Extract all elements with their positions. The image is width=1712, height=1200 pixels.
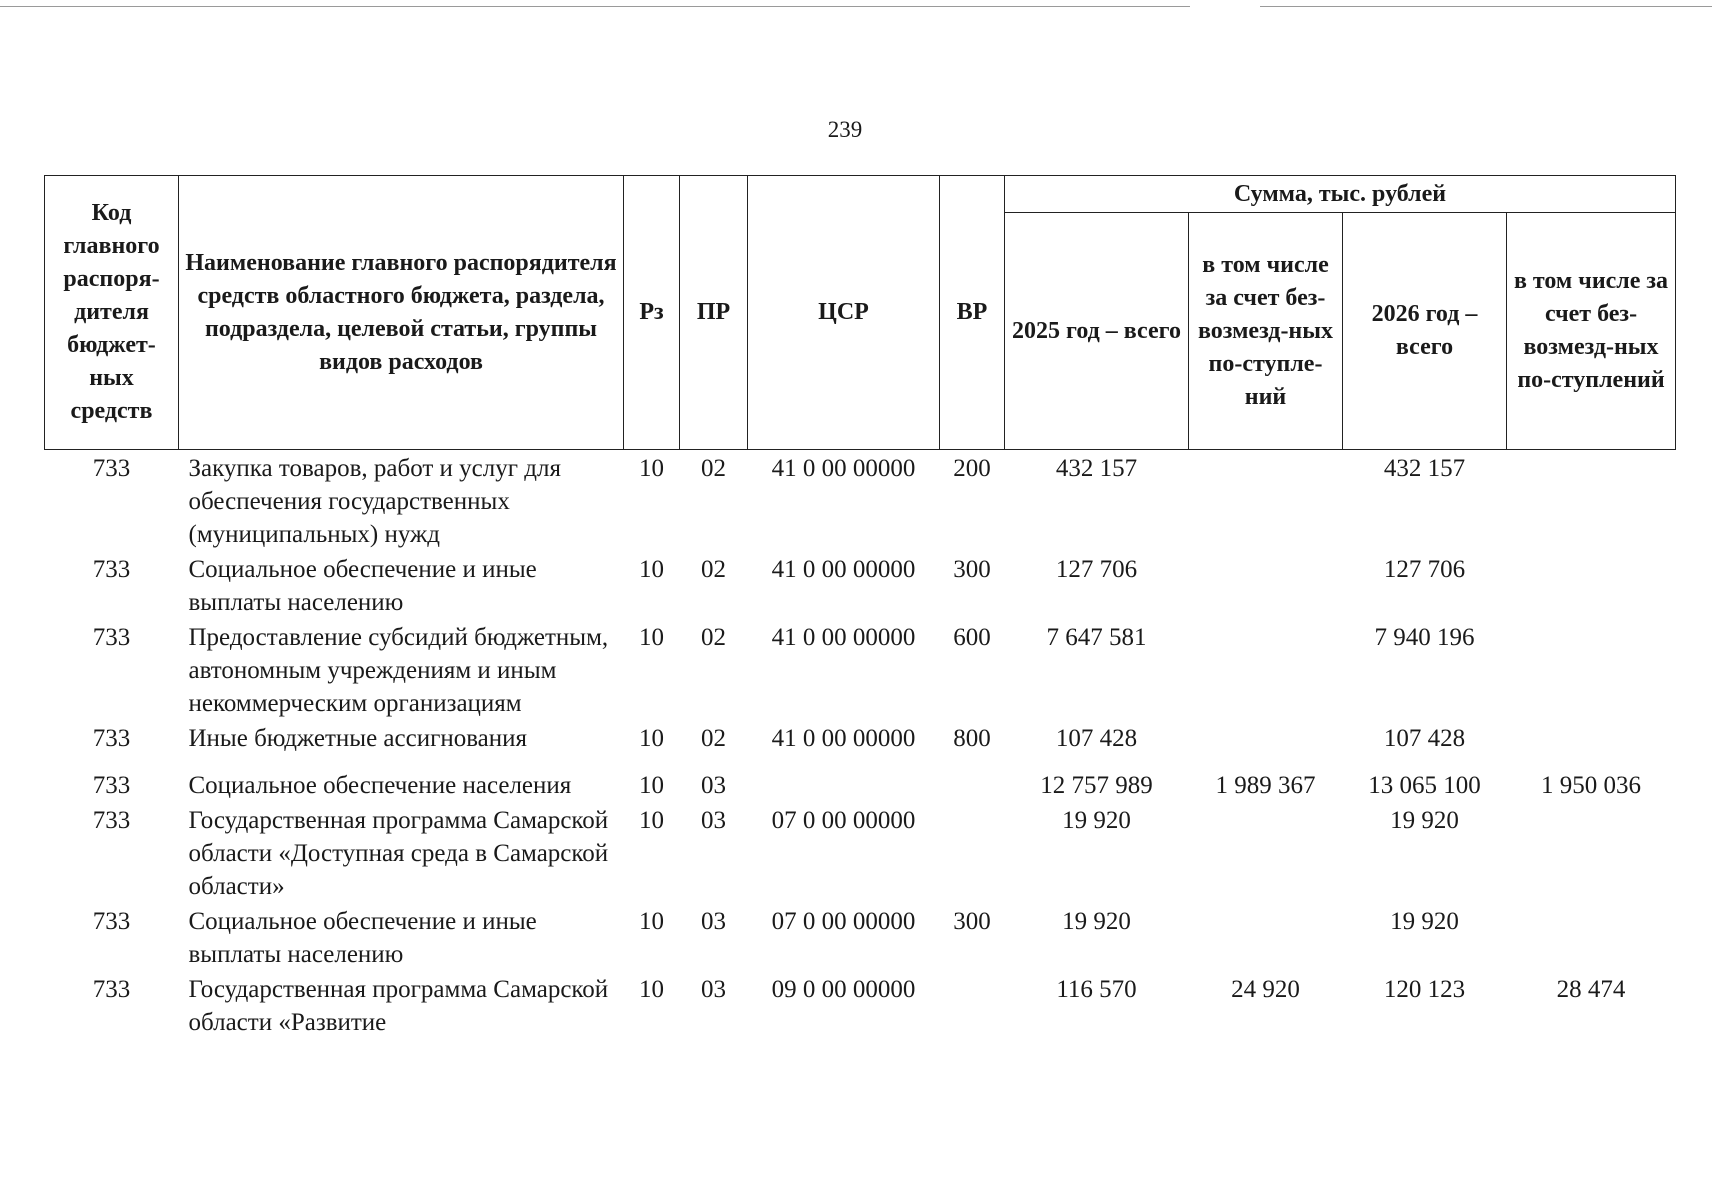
table-row — [45, 619, 1676, 720]
cell-2026-total: 127 706 — [1383, 556, 1466, 583]
cell-2025-total: 127 706 — [1055, 556, 1138, 583]
cell-pr: 03 — [701, 807, 726, 834]
cell-pr: 02 — [701, 455, 726, 482]
cell-csr: 41 0 00 00000 — [771, 725, 916, 752]
scan-edge-line-right — [1260, 6, 1712, 7]
cell-name: Иные бюджетные ассигнования — [188, 725, 528, 752]
cell-2026-grants: 28 474 — [1556, 976, 1626, 1003]
cell-2026-total: 107 428 — [1383, 725, 1466, 752]
table-header — [45, 176, 1676, 450]
cell-2026-grants — [1507, 551, 1676, 619]
budget-table — [44, 175, 1676, 1039]
cell-rz: 10 — [639, 908, 664, 935]
cell-name: Социальное обеспечение и иные выплаты населению — [188, 556, 537, 616]
cell-pr: 02 — [701, 725, 726, 752]
cell-2025-grants — [1189, 619, 1343, 720]
page-number: 239 — [827, 117, 863, 142]
cell-2025-total: 19 920 — [1062, 908, 1131, 935]
cell-csr: 07 0 00 00000 — [771, 807, 916, 834]
cell-pr: 02 — [701, 624, 726, 651]
cell-name: Закупка товаров, работ и услуг для обеспечения государственных (муниципальных) нужд — [188, 455, 561, 548]
cell-code: 733 — [92, 556, 131, 583]
cell-2025-grants: 24 920 — [1231, 976, 1300, 1003]
header-vr: ВР — [940, 176, 1005, 450]
table-row — [45, 720, 1676, 755]
cell-2025-grants — [1189, 551, 1343, 619]
cell-name: Государственная программа Самарской области «Развитие — [188, 976, 609, 1036]
cell-2025-total: 432 157 — [1055, 455, 1138, 482]
header-pr: ПР — [680, 176, 748, 450]
cell-vr: 300 — [953, 908, 991, 935]
header-csr: ЦСР — [748, 176, 940, 450]
header-2025-grants: в том числе за счет без-возмезд-ных по-ступле-ний — [1189, 213, 1343, 450]
table-row — [45, 755, 1676, 802]
cell-vr: 200 — [953, 455, 991, 482]
cell-rz: 10 — [639, 624, 664, 651]
header-name: Наименование главного распорядителя средств областного бюджета, раздела, подраздела, целевой статьи, группы видов расходов — [179, 176, 624, 450]
cell-2026-total: 432 157 — [1383, 455, 1466, 482]
table-body — [45, 450, 1676, 1040]
cell-rz: 10 — [639, 772, 664, 799]
cell-2026-total: 7 940 196 — [1374, 624, 1475, 651]
cell-rz: 10 — [639, 807, 664, 834]
cell-2026-grants — [1507, 619, 1676, 720]
cell-csr: 41 0 00 00000 — [771, 455, 916, 482]
cell-name: Социальное обеспечение населения — [188, 772, 572, 799]
cell-2025-total: 116 570 — [1056, 976, 1137, 1003]
cell-2026-grants — [1507, 720, 1676, 755]
cell-code: 733 — [92, 772, 131, 799]
cell-csr: 41 0 00 00000 — [771, 624, 916, 651]
cell-2026-grants — [1507, 802, 1676, 903]
header-rz: Рз — [624, 176, 680, 450]
cell-2025-grants — [1189, 802, 1343, 903]
cell-vr — [940, 755, 1005, 802]
cell-2026-grants — [1507, 903, 1676, 971]
header-2026-total: 2026 год – всего — [1343, 213, 1507, 450]
cell-code: 733 — [92, 807, 131, 834]
table-row — [45, 971, 1676, 1039]
cell-name: Государственная программа Самарской области «Доступная среда в Самарской области» — [188, 807, 609, 900]
cell-pr: 03 — [701, 976, 726, 1003]
cell-rz: 10 — [639, 725, 664, 752]
cell-csr — [748, 755, 940, 802]
table-row — [45, 903, 1676, 971]
table-row — [45, 450, 1676, 552]
header-2026-grants: в том числе за счет без-возмезд-ных по-ступлений — [1507, 213, 1676, 450]
cell-csr: 41 0 00 00000 — [771, 556, 916, 583]
cell-2025-grants — [1189, 720, 1343, 755]
cell-2026-grants — [1507, 450, 1676, 552]
cell-rz: 10 — [639, 976, 664, 1003]
cell-2026-total: 13 065 100 — [1368, 772, 1481, 799]
cell-2025-grants: 1 989 367 — [1215, 772, 1316, 799]
table-row — [45, 802, 1676, 903]
cell-pr: 02 — [701, 556, 726, 583]
cell-vr: 600 — [953, 624, 991, 651]
header-2025-total: 2025 год – всего — [1005, 213, 1189, 450]
cell-2025-total: 12 757 989 — [1040, 772, 1153, 799]
cell-2026-total: 120 123 — [1383, 976, 1466, 1003]
cell-vr: 800 — [953, 725, 991, 752]
cell-rz: 10 — [639, 556, 664, 583]
cell-vr — [940, 802, 1005, 903]
cell-2025-total: 107 428 — [1055, 725, 1138, 752]
cell-pr: 03 — [701, 908, 726, 935]
cell-csr: 07 0 00 00000 — [771, 908, 916, 935]
cell-pr: 03 — [701, 772, 726, 799]
cell-2026-total: 19 920 — [1390, 807, 1459, 834]
cell-code: 733 — [92, 725, 131, 752]
cell-2025-total: 19 920 — [1062, 807, 1131, 834]
cell-2025-grants — [1189, 450, 1343, 552]
scan-edge-line — [0, 6, 1190, 7]
cell-2025-grants — [1189, 903, 1343, 971]
cell-vr — [940, 971, 1005, 1039]
table-row — [45, 551, 1676, 619]
cell-2025-total: 7 647 581 — [1046, 624, 1147, 651]
cell-code: 733 — [92, 908, 131, 935]
cell-csr: 09 0 00 00000 — [771, 976, 916, 1003]
header-sum: Сумма, тыс. рублей — [1005, 176, 1676, 213]
cell-2026-total: 19 920 — [1390, 908, 1459, 935]
header-code: Код главного распоря-дителя бюджет-ных средств — [45, 176, 179, 450]
cell-2026-grants: 1 950 036 — [1541, 772, 1641, 799]
cell-rz: 10 — [639, 455, 664, 482]
cell-code: 733 — [92, 624, 131, 651]
cell-vr: 300 — [953, 556, 991, 583]
cell-code: 733 — [92, 455, 131, 482]
cell-code: 733 — [92, 976, 131, 1003]
cell-name: Предоставление субсидий бюджетным, автономным учреждениям и иным некоммерческим организациям — [188, 624, 609, 717]
cell-name: Социальное обеспечение и иные выплаты населению — [188, 908, 537, 968]
